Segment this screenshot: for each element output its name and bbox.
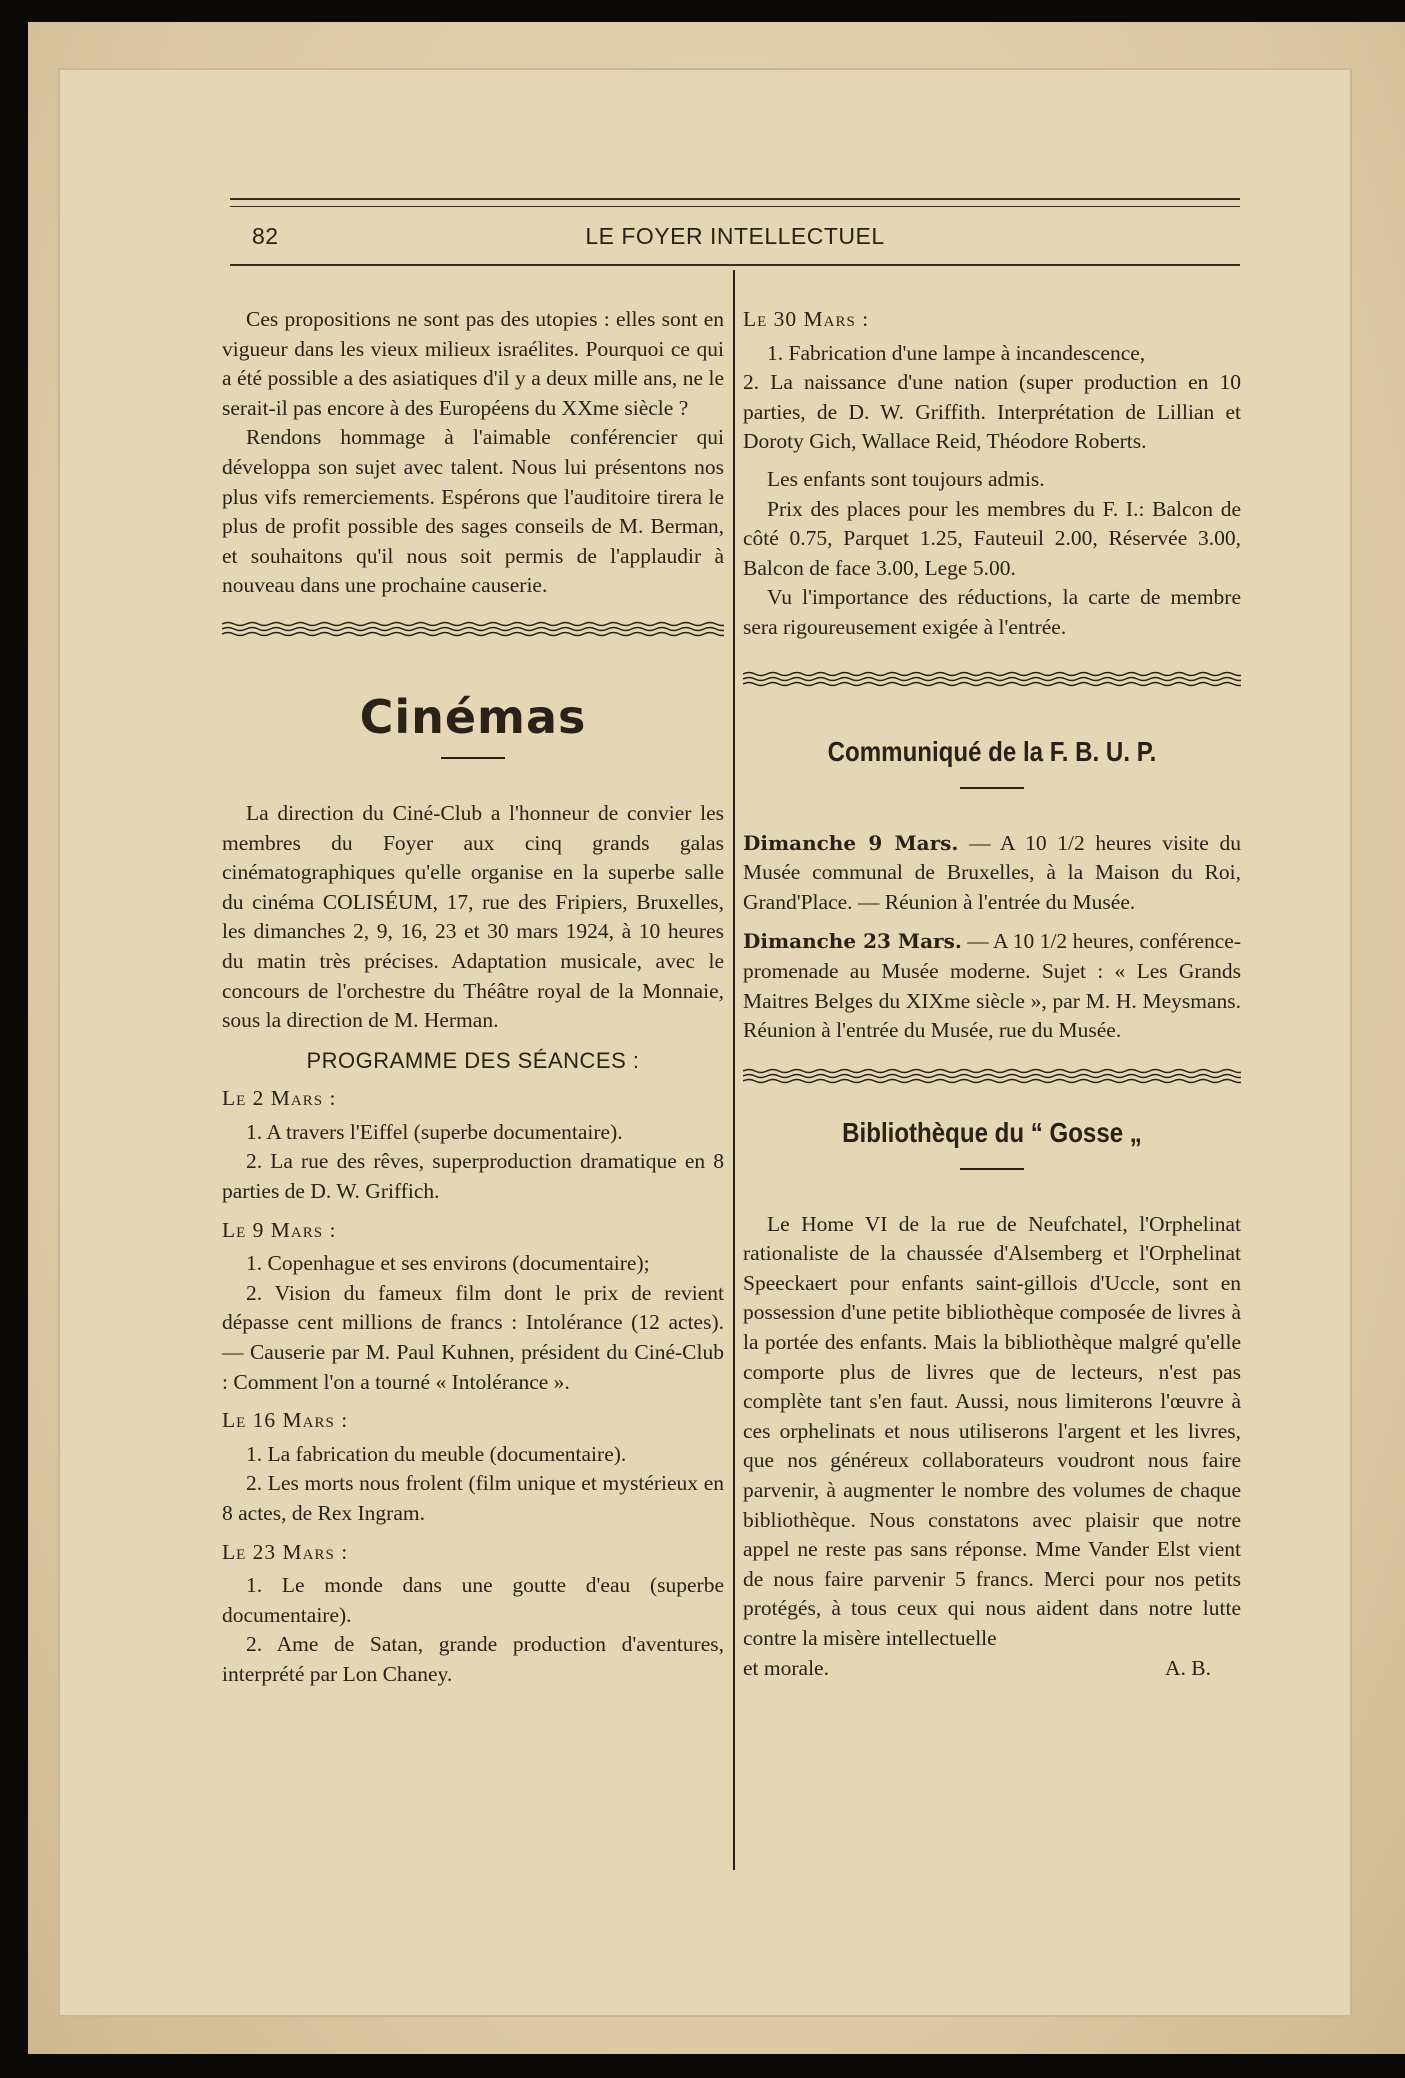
- programme-title: PROGRAMME DES SÉANCES :: [306, 1047, 640, 1073]
- bibliotheque-heading: Bibliothèque du “ Gosse „: [842, 1116, 1142, 1148]
- wavy-separator: [222, 619, 724, 639]
- heading-rule: [441, 757, 505, 759]
- fbup-entry-date: Dimanche 23 Mars.: [743, 929, 962, 954]
- session-item: 1. La fabrication du meuble (documentaire).: [246, 1441, 627, 1466]
- session-item: 2. Ame de Satan, grande production d'aventures, interprété par Lon Chaney.: [222, 1632, 724, 1686]
- session-item: 2. Les morts nous frolent (film unique et mystérieux en 8 actes, de Rex Ingram.: [222, 1471, 724, 1525]
- fbup-entry: [743, 829, 1241, 918]
- bibliotheque-body: Le Home VI de la rue de Neufchatel, l'Orphelinat rationaliste de la chaussée d'Alsemberg et l'Orphelinat Speeckaert pour enfants saint-gillois d'Uccle, sont en possession d'une petite bibliothèque composée de livres à la portée des enfants. Mais la bibliothèque malgré qu'elle comporte plus de livres que de lecteurs, n'est pas complète tant s'en faut. Aussi, nous limiterons l'œuvre à ces orphelinats et nous utiliserons l'argent et les livres, que nos généreux collaborateurs voudront nous faire parvenir, à augmenter le nombre des volumes de chaque bibliothèque. Nous constatons avec plaisir que notre appel ne reste pas sans réponse. Mme Vander Elst vient de nous faire parvenir 5 francs. Merci pour nos petits protégés, à tous ceux qui nous aident dans notre lutte contre la misère intellectuelle: [743, 1211, 1241, 1650]
- session-item: 2. La naissance d'une nation (super production en 10 parties, de D. W. Griffith. Interprétation de Lillian et Doroty Gich, Wallace Reid, Théodore Roberts.: [743, 370, 1241, 454]
- note-paragraph: Vu l'importance des réductions, la carte de membre sera rigoureusement exigée à l'entrée.: [743, 585, 1241, 639]
- wavy-separator: [743, 669, 1241, 689]
- session-item: 2. Vision du fameux film dont le prix de revient dépasse cent millions de francs : Intolérance (12 actes). — Causerie par M. Paul Kuhnen, président du Ciné-Club : Comment l'on a tourné « Intolérance ».: [222, 1280, 724, 1394]
- column-divider: [733, 270, 735, 1870]
- fbup-entry: [743, 927, 1241, 1045]
- intro-paragraph-1: Ces propositions ne sont pas des utopies : elles sont en vigueur dans les vieux milieux israélites. Pourquoi ce qui a été possible a des asiatiques d'il y a deux mille ans, ne le serait-il pas encore à des Européens du XXme siècle ?: [222, 307, 724, 420]
- session-item: 1. Le monde dans une goutte d'eau (superbe documentaire).: [222, 1573, 724, 1627]
- fbup-entry-date: Dimanche 9 Mars.: [743, 830, 959, 855]
- session-date: Le 9 Mars :: [222, 1217, 337, 1242]
- session-item: 1. Copenhague et ses environs (documentaire);: [246, 1251, 650, 1276]
- session-item: 2. La rue des rêves, superproduction dramatique en 8 parties de D. W. Griffich.: [222, 1149, 724, 1204]
- left-column: [222, 305, 724, 1690]
- fbup-heading: Communiqué de la F. B. U. P.: [827, 735, 1157, 767]
- session-date: Le 30 Mars :: [743, 307, 870, 331]
- running-header: [230, 218, 1240, 254]
- session-item: 1. Fabrication d'une lampe à incandescence,: [767, 340, 1146, 365]
- header-rule-top: [230, 198, 1240, 207]
- cinemas-intro: La direction du Ciné-Club a l'honneur de convier les membres du Foyer aux cinq grands galas cinématographiques qu'elle organise en la superbe salle du cinéma COLISÉUM, 17, rue des Fripiers, Bruxelles, les dimanches 2, 9, 16, 23 et 30 mars 1924, à 10 heures du matin très précises. Adaptation musicale, avec le concours de l'orchestre du Théâtre royal de la Monnaie, sous la direction de M. Herman.: [222, 800, 724, 1033]
- session-date: Le 2 Mars :: [222, 1086, 337, 1111]
- session-date: Le 16 Mars :: [222, 1408, 349, 1433]
- heading-rule: [960, 1168, 1024, 1170]
- fbup-entry-text: — A 10 1/2 heures visite du Musée communal de Bruxelles, à la Maison du Roi, Grand'Place. — Réunion à l'entrée du Musée.: [743, 830, 1241, 914]
- note-paragraph: Prix des places pour les membres du F. I.: Balcon de côté 0.75, Parquet 1.25, Fauteuil 2.00, Réservée 3.00, Balcon de face 3.00, Lege 5.00.: [743, 496, 1241, 580]
- heading-rule: [960, 787, 1024, 789]
- page-number: 82: [252, 223, 279, 249]
- session-date: Le 23 Mars :: [222, 1539, 349, 1564]
- bibliotheque-closing: [743, 1654, 1241, 1684]
- note-paragraph: Les enfants sont toujours admis.: [767, 466, 1045, 491]
- right-column: [743, 305, 1241, 1683]
- cinemas-heading: Cinémas: [359, 689, 587, 744]
- journal-title: LE FOYER INTELLECTUEL: [585, 223, 885, 249]
- intro-paragraph-2: Rendons hommage à l'aimable conférencier qui développa son sujet avec talent. Nous lui présentons nos plus vifs remerciements. Espérons que l'auditoire tirera le plus de profit possible des sages conseils de M. Berman, et souhaitons qu'il nous soit permis de l'applaudir à nouveau dans une prochaine causerie.: [222, 425, 724, 598]
- fbup-entry-text: — A 10 1/2 heures, conférence-promenade au Musée moderne. Sujet : « Les Grands Maitres Belges du XIXme siècle », par M. H. Meysmans. Réunion à l'entrée du Musée, rue du Musée.: [743, 929, 1241, 1043]
- header-rule-bottom: [230, 264, 1240, 266]
- wavy-separator: [743, 1066, 1241, 1086]
- session-item: 1. A travers l'Eiffel (superbe documentaire).: [246, 1119, 623, 1144]
- closing-text: et morale.: [743, 1655, 829, 1680]
- author-signature: A. B.: [1165, 1655, 1211, 1680]
